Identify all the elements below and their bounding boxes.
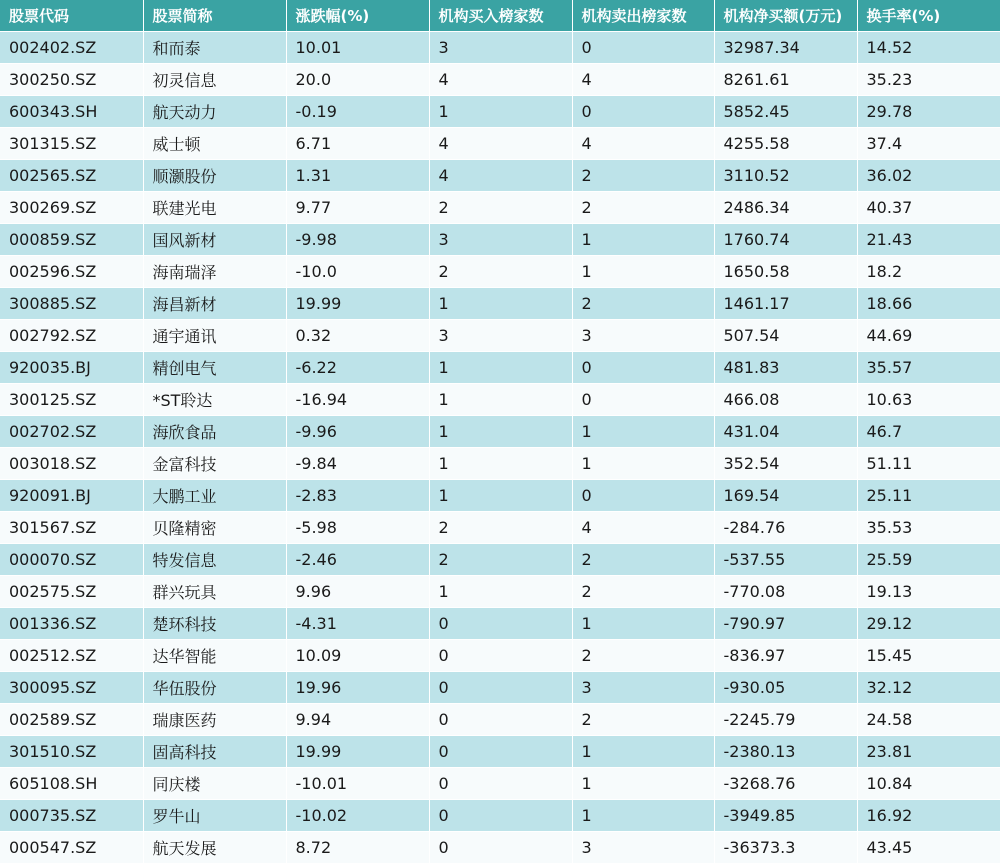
cell-change-pct: -10.0 bbox=[286, 255, 429, 287]
cell-turnover-rate: 10.84 bbox=[857, 767, 1000, 799]
header-inst-buy-count[interactable]: 机构买入榜家数 bbox=[429, 0, 572, 31]
cell-change-pct: 9.77 bbox=[286, 191, 429, 223]
cell-inst-sell-count: 1 bbox=[572, 767, 714, 799]
cell-stock-code: 002565.SZ bbox=[0, 159, 143, 191]
table-row[interactable] bbox=[0, 255, 1000, 287]
cell-stock-code: 002402.SZ bbox=[0, 31, 143, 63]
cell-inst-sell-count: 1 bbox=[572, 735, 714, 767]
cell-inst-buy-count: 4 bbox=[429, 63, 572, 95]
cell-inst-net-buy: 1650.58 bbox=[714, 255, 857, 287]
cell-stock-name: 群兴玩具 bbox=[143, 575, 286, 607]
table-row[interactable] bbox=[0, 703, 1000, 735]
cell-inst-buy-count: 1 bbox=[429, 447, 572, 479]
cell-inst-sell-count: 1 bbox=[572, 223, 714, 255]
cell-inst-buy-count: 3 bbox=[429, 223, 572, 255]
cell-inst-net-buy: 8261.61 bbox=[714, 63, 857, 95]
cell-stock-code: 301510.SZ bbox=[0, 735, 143, 767]
table-row[interactable] bbox=[0, 191, 1000, 223]
cell-inst-net-buy: 5852.45 bbox=[714, 95, 857, 127]
header-row bbox=[0, 0, 1000, 31]
cell-turnover-rate: 19.13 bbox=[857, 575, 1000, 607]
cell-turnover-rate: 35.57 bbox=[857, 351, 1000, 383]
cell-stock-code: 000735.SZ bbox=[0, 799, 143, 831]
cell-inst-buy-count: 0 bbox=[429, 607, 572, 639]
cell-stock-code: 600343.SH bbox=[0, 95, 143, 127]
cell-stock-name: 初灵信息 bbox=[143, 63, 286, 95]
cell-stock-code: 001336.SZ bbox=[0, 607, 143, 639]
cell-inst-net-buy: -36373.3 bbox=[714, 831, 857, 863]
cell-inst-sell-count: 2 bbox=[572, 191, 714, 223]
cell-stock-code: 300125.SZ bbox=[0, 383, 143, 415]
cell-inst-buy-count: 0 bbox=[429, 671, 572, 703]
cell-inst-net-buy: 507.54 bbox=[714, 319, 857, 351]
cell-inst-buy-count: 1 bbox=[429, 383, 572, 415]
cell-stock-name: 瑞康医药 bbox=[143, 703, 286, 735]
table-row[interactable] bbox=[0, 511, 1000, 543]
cell-stock-code: 301315.SZ bbox=[0, 127, 143, 159]
cell-inst-net-buy: 32987.34 bbox=[714, 31, 857, 63]
cell-inst-net-buy: -790.97 bbox=[714, 607, 857, 639]
table-row[interactable] bbox=[0, 95, 1000, 127]
table-row[interactable] bbox=[0, 831, 1000, 863]
cell-stock-name: 罗牛山 bbox=[143, 799, 286, 831]
header-inst-net-buy[interactable]: 机构净买额(万元) bbox=[714, 0, 857, 31]
cell-inst-buy-count: 0 bbox=[429, 703, 572, 735]
header-change-pct[interactable]: 涨跌幅(%) bbox=[286, 0, 429, 31]
table-row[interactable] bbox=[0, 159, 1000, 191]
cell-inst-sell-count: 3 bbox=[572, 671, 714, 703]
cell-turnover-rate: 32.12 bbox=[857, 671, 1000, 703]
cell-change-pct: 1.31 bbox=[286, 159, 429, 191]
cell-stock-code: 000547.SZ bbox=[0, 831, 143, 863]
cell-stock-code: 300269.SZ bbox=[0, 191, 143, 223]
cell-inst-net-buy: 431.04 bbox=[714, 415, 857, 447]
cell-stock-name: 大鹏工业 bbox=[143, 479, 286, 511]
cell-turnover-rate: 29.12 bbox=[857, 607, 1000, 639]
cell-inst-sell-count: 2 bbox=[572, 287, 714, 319]
cell-stock-name: 海南瑞泽 bbox=[143, 255, 286, 287]
cell-inst-net-buy: -2380.13 bbox=[714, 735, 857, 767]
cell-inst-net-buy: 481.83 bbox=[714, 351, 857, 383]
cell-stock-name: 同庆楼 bbox=[143, 767, 286, 799]
cell-change-pct: 10.09 bbox=[286, 639, 429, 671]
table-row[interactable] bbox=[0, 479, 1000, 511]
cell-inst-sell-count: 1 bbox=[572, 255, 714, 287]
cell-inst-net-buy: -284.76 bbox=[714, 511, 857, 543]
cell-change-pct: -9.96 bbox=[286, 415, 429, 447]
cell-inst-sell-count: 2 bbox=[572, 543, 714, 575]
cell-change-pct: 19.99 bbox=[286, 287, 429, 319]
cell-turnover-rate: 43.45 bbox=[857, 831, 1000, 863]
cell-inst-buy-count: 0 bbox=[429, 735, 572, 767]
cell-stock-name: 特发信息 bbox=[143, 543, 286, 575]
cell-stock-code: 920035.BJ bbox=[0, 351, 143, 383]
cell-stock-name: 金富科技 bbox=[143, 447, 286, 479]
cell-turnover-rate: 25.11 bbox=[857, 479, 1000, 511]
table-row[interactable] bbox=[0, 607, 1000, 639]
cell-inst-sell-count: 0 bbox=[572, 95, 714, 127]
cell-stock-name: 达华智能 bbox=[143, 639, 286, 671]
cell-turnover-rate: 25.59 bbox=[857, 543, 1000, 575]
cell-change-pct: -2.83 bbox=[286, 479, 429, 511]
cell-inst-net-buy: -930.05 bbox=[714, 671, 857, 703]
cell-turnover-rate: 24.58 bbox=[857, 703, 1000, 735]
table-row[interactable] bbox=[0, 31, 1000, 63]
table-row[interactable] bbox=[0, 671, 1000, 703]
cell-inst-sell-count: 0 bbox=[572, 351, 714, 383]
cell-stock-code: 920091.BJ bbox=[0, 479, 143, 511]
cell-change-pct: 8.72 bbox=[286, 831, 429, 863]
cell-stock-code: 002702.SZ bbox=[0, 415, 143, 447]
header-stock-code[interactable]: 股票代码 bbox=[0, 0, 143, 31]
cell-change-pct: -10.01 bbox=[286, 767, 429, 799]
cell-stock-name: 固高科技 bbox=[143, 735, 286, 767]
cell-inst-buy-count: 2 bbox=[429, 543, 572, 575]
cell-inst-net-buy: 2486.34 bbox=[714, 191, 857, 223]
cell-inst-net-buy: 4255.58 bbox=[714, 127, 857, 159]
cell-turnover-rate: 44.69 bbox=[857, 319, 1000, 351]
cell-inst-sell-count: 0 bbox=[572, 383, 714, 415]
table-row[interactable] bbox=[0, 575, 1000, 607]
cell-inst-sell-count: 4 bbox=[572, 511, 714, 543]
cell-turnover-rate: 35.53 bbox=[857, 511, 1000, 543]
table-row[interactable] bbox=[0, 543, 1000, 575]
cell-inst-sell-count: 3 bbox=[572, 831, 714, 863]
cell-inst-sell-count: 0 bbox=[572, 31, 714, 63]
cell-turnover-rate: 18.2 bbox=[857, 255, 1000, 287]
cell-inst-buy-count: 1 bbox=[429, 351, 572, 383]
cell-turnover-rate: 40.37 bbox=[857, 191, 1000, 223]
cell-change-pct: 10.01 bbox=[286, 31, 429, 63]
cell-change-pct: -5.98 bbox=[286, 511, 429, 543]
cell-turnover-rate: 51.11 bbox=[857, 447, 1000, 479]
cell-turnover-rate: 23.81 bbox=[857, 735, 1000, 767]
cell-turnover-rate: 15.45 bbox=[857, 639, 1000, 671]
cell-inst-sell-count: 2 bbox=[572, 159, 714, 191]
cell-inst-buy-count: 0 bbox=[429, 831, 572, 863]
cell-inst-net-buy: -2245.79 bbox=[714, 703, 857, 735]
cell-stock-name: 楚环科技 bbox=[143, 607, 286, 639]
cell-inst-net-buy: 3110.52 bbox=[714, 159, 857, 191]
cell-change-pct: 9.94 bbox=[286, 703, 429, 735]
table-row[interactable] bbox=[0, 383, 1000, 415]
cell-stock-name: 和而泰 bbox=[143, 31, 286, 63]
cell-change-pct: 0.32 bbox=[286, 319, 429, 351]
cell-inst-sell-count: 4 bbox=[572, 63, 714, 95]
cell-inst-sell-count: 4 bbox=[572, 127, 714, 159]
header-inst-sell-count[interactable]: 机构卖出榜家数 bbox=[572, 0, 714, 31]
table-row[interactable] bbox=[0, 351, 1000, 383]
cell-inst-buy-count: 1 bbox=[429, 575, 572, 607]
cell-stock-code: 000070.SZ bbox=[0, 543, 143, 575]
cell-inst-sell-count: 3 bbox=[572, 319, 714, 351]
cell-stock-code: 000859.SZ bbox=[0, 223, 143, 255]
cell-inst-buy-count: 3 bbox=[429, 319, 572, 351]
table-row[interactable] bbox=[0, 767, 1000, 799]
table-row[interactable] bbox=[0, 223, 1000, 255]
cell-inst-buy-count: 0 bbox=[429, 799, 572, 831]
cell-stock-name: *ST聆达 bbox=[143, 383, 286, 415]
cell-inst-buy-count: 3 bbox=[429, 31, 572, 63]
cell-inst-buy-count: 4 bbox=[429, 127, 572, 159]
cell-inst-sell-count: 1 bbox=[572, 607, 714, 639]
cell-inst-net-buy: -537.55 bbox=[714, 543, 857, 575]
cell-turnover-rate: 29.78 bbox=[857, 95, 1000, 127]
cell-inst-buy-count: 2 bbox=[429, 511, 572, 543]
cell-inst-net-buy: -836.97 bbox=[714, 639, 857, 671]
cell-change-pct: 19.96 bbox=[286, 671, 429, 703]
cell-stock-name: 通宇通讯 bbox=[143, 319, 286, 351]
header-stock-name[interactable]: 股票简称 bbox=[143, 0, 286, 31]
cell-change-pct: -0.19 bbox=[286, 95, 429, 127]
cell-turnover-rate: 18.66 bbox=[857, 287, 1000, 319]
cell-inst-net-buy: 169.54 bbox=[714, 479, 857, 511]
cell-change-pct: -2.46 bbox=[286, 543, 429, 575]
cell-stock-name: 联建光电 bbox=[143, 191, 286, 223]
cell-inst-buy-count: 0 bbox=[429, 767, 572, 799]
cell-change-pct: -10.02 bbox=[286, 799, 429, 831]
cell-stock-code: 003018.SZ bbox=[0, 447, 143, 479]
cell-inst-buy-count: 4 bbox=[429, 159, 572, 191]
cell-inst-net-buy: 1760.74 bbox=[714, 223, 857, 255]
cell-stock-name: 航天发展 bbox=[143, 831, 286, 863]
cell-inst-buy-count: 1 bbox=[429, 479, 572, 511]
cell-inst-buy-count: 2 bbox=[429, 255, 572, 287]
cell-turnover-rate: 35.23 bbox=[857, 63, 1000, 95]
cell-turnover-rate: 37.4 bbox=[857, 127, 1000, 159]
cell-stock-name: 航天动力 bbox=[143, 95, 286, 127]
cell-stock-name: 华伍股份 bbox=[143, 671, 286, 703]
cell-turnover-rate: 36.02 bbox=[857, 159, 1000, 191]
cell-stock-code: 300095.SZ bbox=[0, 671, 143, 703]
cell-stock-name: 威士顿 bbox=[143, 127, 286, 159]
cell-inst-sell-count: 1 bbox=[572, 415, 714, 447]
cell-change-pct: -16.94 bbox=[286, 383, 429, 415]
cell-inst-net-buy: 352.54 bbox=[714, 447, 857, 479]
cell-turnover-rate: 10.63 bbox=[857, 383, 1000, 415]
cell-inst-net-buy: 466.08 bbox=[714, 383, 857, 415]
cell-stock-code: 002596.SZ bbox=[0, 255, 143, 287]
cell-stock-code: 002792.SZ bbox=[0, 319, 143, 351]
table-row[interactable] bbox=[0, 127, 1000, 159]
cell-stock-name: 国风新材 bbox=[143, 223, 286, 255]
cell-change-pct: -6.22 bbox=[286, 351, 429, 383]
cell-change-pct: -9.98 bbox=[286, 223, 429, 255]
cell-stock-code: 301567.SZ bbox=[0, 511, 143, 543]
cell-stock-name: 精创电气 bbox=[143, 351, 286, 383]
cell-stock-code: 002589.SZ bbox=[0, 703, 143, 735]
table-row[interactable] bbox=[0, 63, 1000, 95]
table-row[interactable] bbox=[0, 319, 1000, 351]
table-row[interactable] bbox=[0, 415, 1000, 447]
cell-inst-buy-count: 2 bbox=[429, 191, 572, 223]
cell-inst-sell-count: 2 bbox=[572, 703, 714, 735]
cell-inst-sell-count: 2 bbox=[572, 575, 714, 607]
table-row[interactable] bbox=[0, 639, 1000, 671]
cell-stock-name: 顺灏股份 bbox=[143, 159, 286, 191]
cell-stock-code: 300250.SZ bbox=[0, 63, 143, 95]
cell-stock-code: 605108.SH bbox=[0, 767, 143, 799]
cell-inst-net-buy: -770.08 bbox=[714, 575, 857, 607]
cell-change-pct: 19.99 bbox=[286, 735, 429, 767]
header-turnover-rate[interactable]: 换手率(%) bbox=[857, 0, 1000, 31]
table-row[interactable] bbox=[0, 447, 1000, 479]
cell-inst-buy-count: 1 bbox=[429, 95, 572, 127]
cell-inst-net-buy: 1461.17 bbox=[714, 287, 857, 319]
table-row[interactable] bbox=[0, 287, 1000, 319]
cell-stock-name: 贝隆精密 bbox=[143, 511, 286, 543]
cell-turnover-rate: 16.92 bbox=[857, 799, 1000, 831]
table-header bbox=[0, 0, 1000, 31]
cell-turnover-rate: 14.52 bbox=[857, 31, 1000, 63]
cell-change-pct: -9.84 bbox=[286, 447, 429, 479]
cell-change-pct: 6.71 bbox=[286, 127, 429, 159]
cell-turnover-rate: 21.43 bbox=[857, 223, 1000, 255]
cell-inst-buy-count: 0 bbox=[429, 639, 572, 671]
cell-inst-net-buy: -3268.76 bbox=[714, 767, 857, 799]
table-row[interactable] bbox=[0, 735, 1000, 767]
cell-stock-code: 300885.SZ bbox=[0, 287, 143, 319]
cell-stock-name: 海昌新材 bbox=[143, 287, 286, 319]
cell-stock-code: 002575.SZ bbox=[0, 575, 143, 607]
cell-stock-name: 海欣食品 bbox=[143, 415, 286, 447]
cell-inst-sell-count: 0 bbox=[572, 479, 714, 511]
cell-inst-buy-count: 1 bbox=[429, 287, 572, 319]
cell-inst-sell-count: 1 bbox=[572, 799, 714, 831]
cell-change-pct: 20.0 bbox=[286, 63, 429, 95]
cell-inst-sell-count: 1 bbox=[572, 447, 714, 479]
table-body bbox=[0, 31, 1000, 863]
cell-change-pct: -4.31 bbox=[286, 607, 429, 639]
cell-stock-code: 002512.SZ bbox=[0, 639, 143, 671]
table-row[interactable] bbox=[0, 799, 1000, 831]
cell-inst-sell-count: 2 bbox=[572, 639, 714, 671]
cell-turnover-rate: 46.7 bbox=[857, 415, 1000, 447]
cell-inst-net-buy: -3949.85 bbox=[714, 799, 857, 831]
cell-inst-buy-count: 1 bbox=[429, 415, 572, 447]
cell-change-pct: 9.96 bbox=[286, 575, 429, 607]
